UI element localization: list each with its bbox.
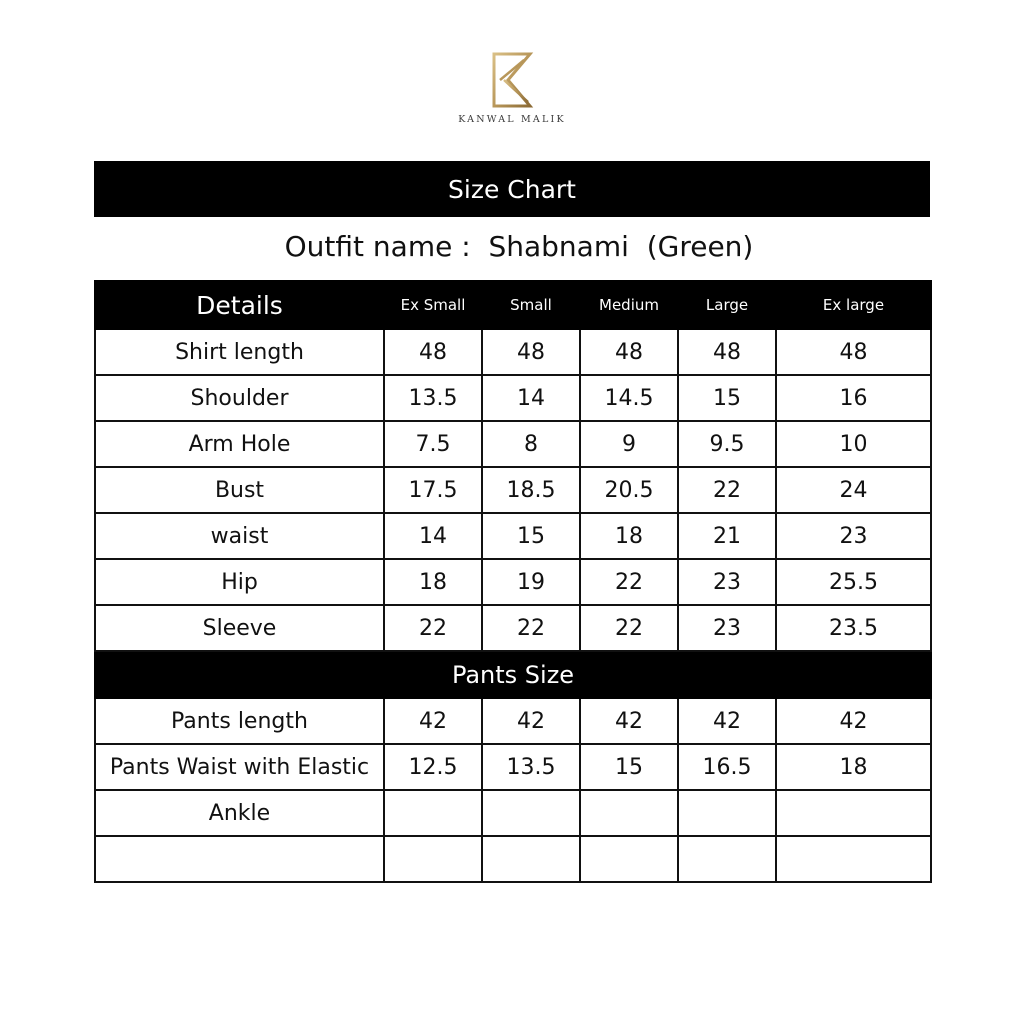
table-row — [95, 836, 931, 882]
outfit-value: Shabnami (Green) — [488, 230, 754, 263]
row-label: Hip — [95, 559, 384, 605]
table-cell: 22 — [678, 467, 776, 513]
table-cell: 42 — [384, 698, 482, 744]
column-header: Large — [678, 281, 776, 329]
table-cell: 19 — [482, 559, 580, 605]
table-cell: 9 — [580, 421, 678, 467]
table-cell — [580, 836, 678, 882]
table-cell: 42 — [776, 698, 931, 744]
column-header: Medium — [580, 281, 678, 329]
table-cell: 42 — [482, 698, 580, 744]
table-cell: 22 — [580, 605, 678, 651]
table-cell — [678, 836, 776, 882]
table-row — [95, 698, 931, 744]
table-cell: 16.5 — [678, 744, 776, 790]
table-cell — [776, 790, 931, 836]
row-label: Pants length — [95, 698, 384, 744]
table-cell: 15 — [678, 375, 776, 421]
brand-logo — [452, 50, 572, 132]
row-label: Shirt length — [95, 329, 384, 375]
table-cell: 7.5 — [384, 421, 482, 467]
table-row — [95, 559, 931, 605]
row-label: waist — [95, 513, 384, 559]
table-cell: 18.5 — [482, 467, 580, 513]
brand-name: KANWAL MALIK — [458, 114, 566, 125]
header-row — [95, 281, 931, 329]
table-cell: 22 — [580, 559, 678, 605]
kanwal-malik-km-monogram-icon — [488, 50, 536, 110]
table-cell: 23.5 — [776, 605, 931, 651]
row-label: Arm Hole — [95, 421, 384, 467]
table-cell — [776, 836, 931, 882]
table-cell: 17.5 — [384, 467, 482, 513]
column-header: Ex Small — [384, 281, 482, 329]
table-cell: 23 — [678, 605, 776, 651]
table-cell: 14.5 — [580, 375, 678, 421]
outfit-name — [94, 225, 930, 269]
table-row — [95, 329, 931, 375]
size-chart-title: Size Chart — [94, 161, 930, 217]
column-header: Ex large — [776, 281, 931, 329]
table-cell — [384, 790, 482, 836]
row-label: Sleeve — [95, 605, 384, 651]
table-cell: 16 — [776, 375, 931, 421]
table-cell: 9.5 — [678, 421, 776, 467]
row-label: Ankle — [95, 790, 384, 836]
table-cell — [678, 790, 776, 836]
table-cell: 42 — [580, 698, 678, 744]
row-label — [95, 836, 384, 882]
table-row — [95, 421, 931, 467]
table-cell: 48 — [482, 329, 580, 375]
table-cell: 48 — [384, 329, 482, 375]
pants-section-row — [95, 651, 931, 698]
table-cell: 13.5 — [482, 744, 580, 790]
outfit-label: Outfit name : — [284, 230, 471, 263]
table-cell: 12.5 — [384, 744, 482, 790]
table-cell: 13.5 — [384, 375, 482, 421]
column-header: Small — [482, 281, 580, 329]
table-row — [95, 375, 931, 421]
table-cell: 18 — [384, 559, 482, 605]
row-label: Shoulder — [95, 375, 384, 421]
table-cell: 14 — [482, 375, 580, 421]
table-cell: 22 — [384, 605, 482, 651]
table-cell: 8 — [482, 421, 580, 467]
size-table — [94, 280, 932, 883]
table-row — [95, 467, 931, 513]
table-cell: 18 — [776, 744, 931, 790]
row-label: Pants Waist with Elastic — [95, 744, 384, 790]
column-header: Details — [95, 281, 384, 329]
table-cell: 15 — [482, 513, 580, 559]
table-cell — [384, 836, 482, 882]
table-cell: 48 — [776, 329, 931, 375]
table-cell: 18 — [580, 513, 678, 559]
table-cell: 14 — [384, 513, 482, 559]
table-cell: 42 — [678, 698, 776, 744]
table-cell: 20.5 — [580, 467, 678, 513]
row-label: Bust — [95, 467, 384, 513]
table-row — [95, 605, 931, 651]
table-cell: 48 — [580, 329, 678, 375]
table-cell: 23 — [678, 559, 776, 605]
table-cell: 25.5 — [776, 559, 931, 605]
table-cell: 10 — [776, 421, 931, 467]
table-row — [95, 513, 931, 559]
table-cell: 22 — [482, 605, 580, 651]
table-cell: 24 — [776, 467, 931, 513]
table-cell — [580, 790, 678, 836]
table-cell — [482, 836, 580, 882]
table-cell: 21 — [678, 513, 776, 559]
table-cell: 23 — [776, 513, 931, 559]
table-cell: 48 — [678, 329, 776, 375]
table-row — [95, 790, 931, 836]
table-cell: 15 — [580, 744, 678, 790]
table-cell — [482, 790, 580, 836]
table-row — [95, 744, 931, 790]
pants-section-title: Pants Size — [95, 651, 931, 698]
